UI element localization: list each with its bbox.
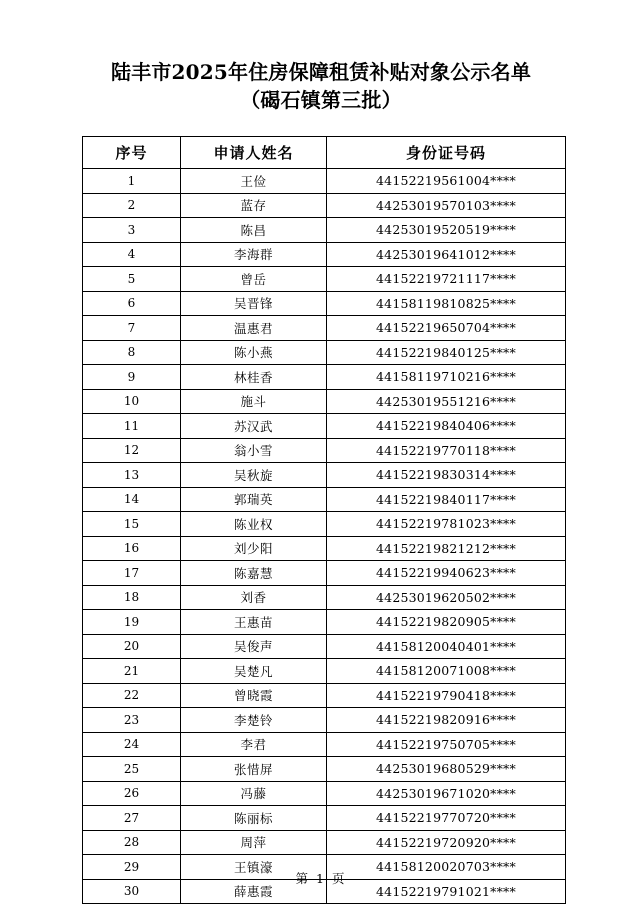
cell-sequence: 30 — [83, 879, 181, 904]
cell-id-number: 44158120040401**** — [327, 634, 566, 659]
cell-sequence: 3 — [83, 218, 181, 243]
cell-id-number: 44152219940623**** — [327, 561, 566, 586]
cell-id-number: 44253019620502**** — [327, 585, 566, 610]
cell-id-number: 44253019680529**** — [327, 757, 566, 782]
cell-id-number: 44158119710216**** — [327, 365, 566, 390]
cell-id-number: 44152219840406**** — [327, 414, 566, 439]
table-row — [83, 561, 566, 586]
cell-id-number: 44152219770720**** — [327, 806, 566, 831]
table-row — [83, 634, 566, 659]
cell-applicant-name: 刘少阳 — [181, 536, 327, 561]
cell-applicant-name: 郭瑞英 — [181, 487, 327, 512]
cell-sequence: 26 — [83, 781, 181, 806]
cell-id-number: 44152219830314**** — [327, 463, 566, 488]
table-row — [83, 487, 566, 512]
cell-sequence: 28 — [83, 830, 181, 855]
cell-applicant-name: 刘香 — [181, 585, 327, 610]
cell-id-number: 44152219821212**** — [327, 536, 566, 561]
cell-applicant-name: 吴晋锋 — [181, 291, 327, 316]
table-row — [83, 708, 566, 733]
cell-applicant-name: 苏汉武 — [181, 414, 327, 439]
cell-sequence: 16 — [83, 536, 181, 561]
cell-sequence: 22 — [83, 683, 181, 708]
cell-id-number: 44158120071008**** — [327, 659, 566, 684]
cell-sequence: 9 — [83, 365, 181, 390]
cell-id-number: 44152219650704**** — [327, 316, 566, 341]
cell-sequence: 13 — [83, 463, 181, 488]
table-row — [83, 193, 566, 218]
table-row — [83, 316, 566, 341]
cell-applicant-name: 陈小燕 — [181, 340, 327, 365]
cell-sequence: 20 — [83, 634, 181, 659]
roster-table-body — [83, 169, 566, 904]
cell-sequence: 27 — [83, 806, 181, 831]
page-number-footer: 第 1 页 — [295, 871, 347, 886]
cell-id-number: 44152219820905**** — [327, 610, 566, 635]
cell-applicant-name: 陈嘉慧 — [181, 561, 327, 586]
cell-id-number: 44152219721117**** — [327, 267, 566, 292]
cell-id-number: 44158120020703**** — [327, 855, 566, 880]
cell-applicant-name: 王俭 — [181, 169, 327, 194]
cell-sequence: 17 — [83, 561, 181, 586]
cell-id-number: 44253019520519**** — [327, 218, 566, 243]
cell-sequence: 24 — [83, 732, 181, 757]
cell-id-number: 44152219820916**** — [327, 708, 566, 733]
cell-id-number: 44152219791021**** — [327, 879, 566, 904]
cell-id-number: 44253019570103**** — [327, 193, 566, 218]
cell-sequence: 18 — [83, 585, 181, 610]
page-title — [0, 0, 642, 114]
table-row — [83, 267, 566, 292]
cell-applicant-name: 李君 — [181, 732, 327, 757]
roster-table-header — [83, 137, 566, 169]
column-header-sequence: 序号 — [83, 137, 181, 169]
cell-applicant-name: 陈丽标 — [181, 806, 327, 831]
cell-sequence: 14 — [83, 487, 181, 512]
cell-sequence: 5 — [83, 267, 181, 292]
cell-sequence: 21 — [83, 659, 181, 684]
page-title-line-2: （碣石镇第三批） — [240, 88, 402, 112]
table-row — [83, 806, 566, 831]
cell-id-number: 44152219720920**** — [327, 830, 566, 855]
roster-table-container — [0, 136, 642, 904]
cell-sequence: 7 — [83, 316, 181, 341]
cell-id-number: 44152219790418**** — [327, 683, 566, 708]
cell-applicant-name: 陈业权 — [181, 512, 327, 537]
roster-table — [82, 136, 566, 904]
table-row — [83, 242, 566, 267]
cell-applicant-name: 周萍 — [181, 830, 327, 855]
cell-id-number: 44152219840117**** — [327, 487, 566, 512]
cell-id-number: 44253019551216**** — [327, 389, 566, 414]
cell-sequence: 10 — [83, 389, 181, 414]
cell-id-number: 44152219840125**** — [327, 340, 566, 365]
cell-applicant-name: 蓝存 — [181, 193, 327, 218]
cell-id-number: 44253019641012**** — [327, 242, 566, 267]
cell-id-number: 44152219770118**** — [327, 438, 566, 463]
table-row — [83, 683, 566, 708]
table-row — [83, 610, 566, 635]
cell-id-number: 44152219781023**** — [327, 512, 566, 537]
table-row — [83, 536, 566, 561]
table-row — [83, 732, 566, 757]
cell-id-number: 44253019671020**** — [327, 781, 566, 806]
cell-applicant-name: 吴俊声 — [181, 634, 327, 659]
cell-applicant-name: 李楚铃 — [181, 708, 327, 733]
cell-id-number: 44158119810825**** — [327, 291, 566, 316]
table-row — [83, 585, 566, 610]
table-row — [83, 340, 566, 365]
cell-sequence: 11 — [83, 414, 181, 439]
cell-sequence: 19 — [83, 610, 181, 635]
column-header-id-number: 身份证号码 — [327, 137, 566, 169]
table-row — [83, 389, 566, 414]
table-row — [83, 438, 566, 463]
cell-sequence: 4 — [83, 242, 181, 267]
cell-applicant-name: 王镇濠 — [181, 855, 327, 880]
table-row — [83, 781, 566, 806]
cell-applicant-name: 薛惠霞 — [181, 879, 327, 904]
cell-sequence: 1 — [83, 169, 181, 194]
cell-sequence: 23 — [83, 708, 181, 733]
cell-sequence: 29 — [83, 855, 181, 880]
table-row — [83, 757, 566, 782]
cell-applicant-name: 陈昌 — [181, 218, 327, 243]
table-row — [83, 169, 566, 194]
table-row — [83, 830, 566, 855]
table-row — [83, 414, 566, 439]
table-row — [83, 512, 566, 537]
table-row — [83, 463, 566, 488]
table-row — [83, 291, 566, 316]
page-title-line-1: 陆丰市2025年住房保障租赁补贴对象公示名单 — [110, 60, 532, 84]
cell-sequence: 8 — [83, 340, 181, 365]
cell-applicant-name: 李海群 — [181, 242, 327, 267]
cell-applicant-name: 林桂香 — [181, 365, 327, 390]
cell-applicant-name: 曾岳 — [181, 267, 327, 292]
cell-applicant-name: 冯藤 — [181, 781, 327, 806]
cell-id-number: 44152219750705**** — [327, 732, 566, 757]
cell-sequence: 25 — [83, 757, 181, 782]
table-header-row — [83, 137, 566, 169]
cell-id-number: 44152219561004**** — [327, 169, 566, 194]
table-row — [83, 218, 566, 243]
table-row — [83, 659, 566, 684]
cell-sequence: 12 — [83, 438, 181, 463]
table-row — [83, 365, 566, 390]
cell-applicant-name: 温惠君 — [181, 316, 327, 341]
cell-applicant-name: 吴楚凡 — [181, 659, 327, 684]
cell-applicant-name: 吴秋旋 — [181, 463, 327, 488]
cell-sequence: 6 — [83, 291, 181, 316]
cell-sequence: 2 — [83, 193, 181, 218]
cell-sequence: 15 — [83, 512, 181, 537]
cell-applicant-name: 曾晓霞 — [181, 683, 327, 708]
cell-applicant-name: 施斗 — [181, 389, 327, 414]
cell-applicant-name: 翁小雪 — [181, 438, 327, 463]
cell-applicant-name: 王惠苗 — [181, 610, 327, 635]
cell-applicant-name: 张惜屏 — [181, 757, 327, 782]
column-header-applicant-name: 申请人姓名 — [181, 137, 327, 169]
